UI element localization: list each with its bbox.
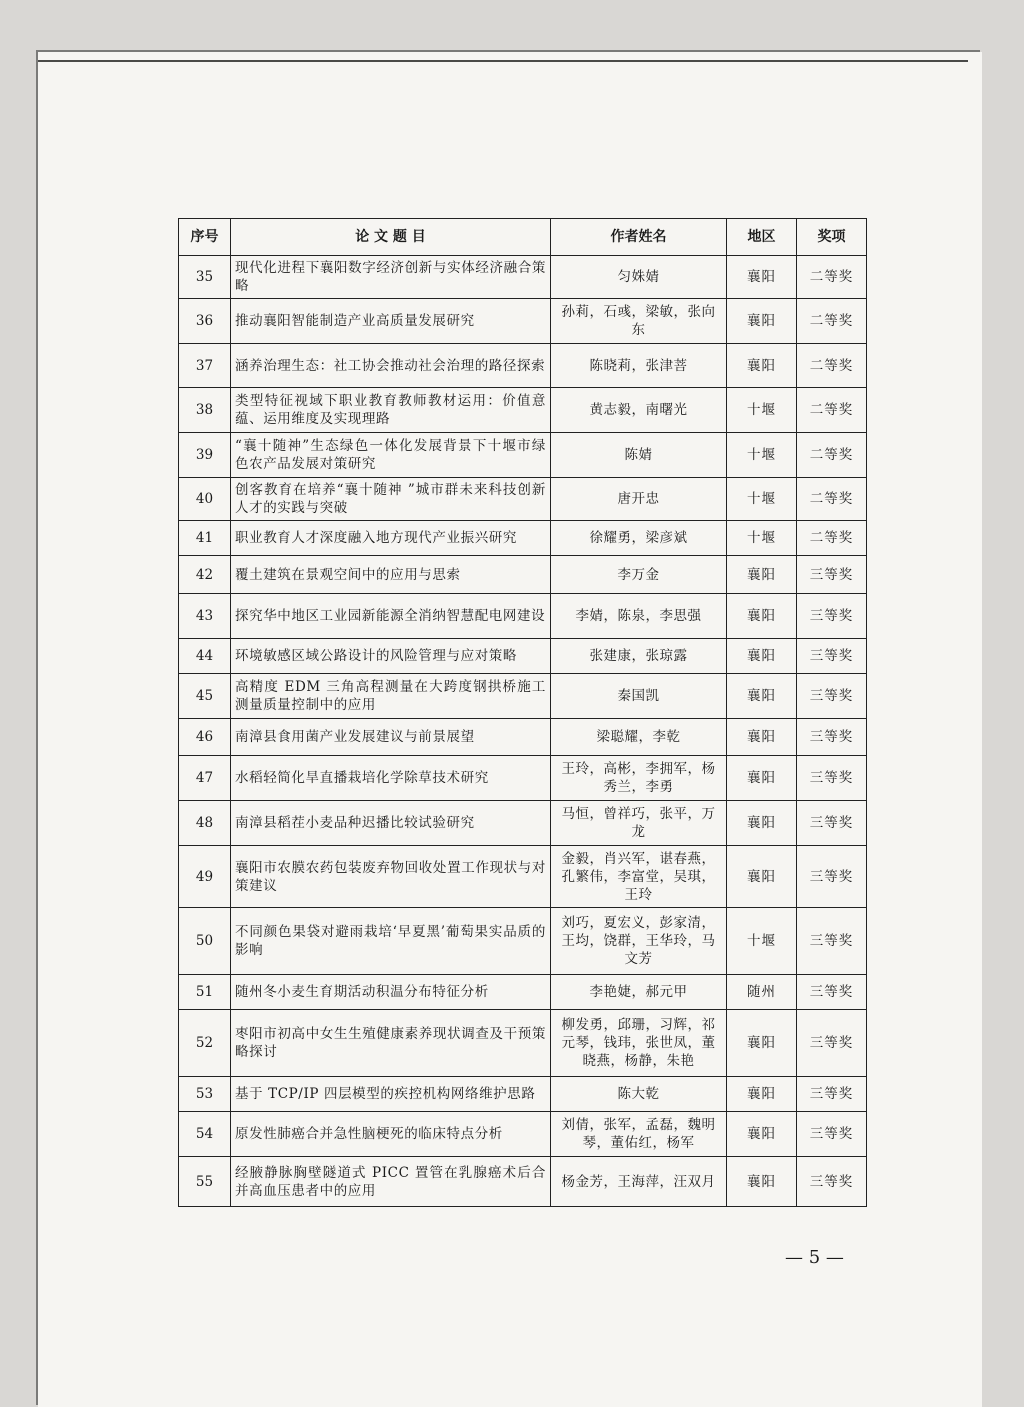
cell-title: 涵养治理生态：社工协会推动社会治理的路径探索 [231, 344, 551, 388]
cell-no: 37 [179, 344, 231, 388]
table-row [179, 1077, 867, 1112]
cell-title: “襄十随神”生态绿色一体化发展背景下十堰市绿色农产品发展对策研究 [231, 433, 551, 478]
cell-title: 职业教育人才深度融入地方现代产业振兴研究 [231, 521, 551, 556]
cell-title: 经腋静脉胸壁隧道式 PICC 置管在乳腺癌术后合并高血压患者中的应用 [231, 1157, 551, 1207]
cell-award: 三等奖 [797, 674, 867, 719]
cell-no: 53 [179, 1077, 231, 1112]
cell-no: 45 [179, 674, 231, 719]
cell-authors: 陈婧 [551, 433, 727, 478]
cell-region: 十堰 [727, 433, 797, 478]
cell-title: 高精度 EDM 三角高程测量在大跨度钢拱桥施工测量质量控制中的应用 [231, 674, 551, 719]
cell-no: 51 [179, 975, 231, 1010]
cell-title: 南漳县食用菌产业发展建议与前景展望 [231, 719, 551, 756]
cell-region: 襄阳 [727, 1157, 797, 1207]
cell-region: 襄阳 [727, 299, 797, 344]
cell-award: 二等奖 [797, 521, 867, 556]
table-row [179, 299, 867, 344]
cell-region: 襄阳 [727, 719, 797, 756]
table-row [179, 256, 867, 299]
cell-region: 襄阳 [727, 1112, 797, 1157]
cell-no: 54 [179, 1112, 231, 1157]
cell-title: 枣阳市初高中女生生殖健康素养现状调查及干预策略探讨 [231, 1010, 551, 1077]
cell-title: 类型特征视域下职业教育教师教材运用：价值意蕴、运用维度及实现理路 [231, 388, 551, 433]
cell-region: 襄阳 [727, 639, 797, 674]
cell-title: 南漳县稻茬小麦品种迟播比较试验研究 [231, 801, 551, 846]
cell-award: 三等奖 [797, 801, 867, 846]
cell-no: 48 [179, 801, 231, 846]
cell-award: 三等奖 [797, 975, 867, 1010]
header-authors: 作者姓名 [551, 219, 727, 256]
cell-authors: 刘倩，张军，孟磊，魏明琴，董佑红，杨军 [551, 1112, 727, 1157]
table-row [179, 639, 867, 674]
cell-title: 随州冬小麦生育期活动积温分布特征分析 [231, 975, 551, 1010]
cell-authors: 匀姝婧 [551, 256, 727, 299]
cell-authors: 陈大乾 [551, 1077, 727, 1112]
table-row [179, 975, 867, 1010]
cell-award: 三等奖 [797, 1010, 867, 1077]
cell-region: 襄阳 [727, 801, 797, 846]
table-body [179, 256, 867, 1207]
cell-title: 原发性肺癌合并急性脑梗死的临床特点分析 [231, 1112, 551, 1157]
cell-title: 推动襄阳智能制造产业高质量发展研究 [231, 299, 551, 344]
page-number: — 5 — [785, 1247, 844, 1268]
cell-no: 55 [179, 1157, 231, 1207]
cell-authors: 刘巧，夏宏义，彭家清，王均，饶群，王华玲，马文芳 [551, 908, 727, 975]
award-table [178, 218, 867, 1207]
cell-no: 40 [179, 478, 231, 521]
cell-authors: 马恒，曾祥巧，张平，万龙 [551, 801, 727, 846]
table-row [179, 388, 867, 433]
header-award: 奖项 [797, 219, 867, 256]
cell-authors: 李婧，陈泉，李思强 [551, 594, 727, 639]
table-row [179, 433, 867, 478]
cell-region: 襄阳 [727, 1010, 797, 1077]
cell-authors: 徐耀勇，梁彦斌 [551, 521, 727, 556]
cell-award: 二等奖 [797, 299, 867, 344]
cell-no: 52 [179, 1010, 231, 1077]
cell-no: 38 [179, 388, 231, 433]
cell-region: 襄阳 [727, 556, 797, 594]
cell-authors: 孙莉，石彧，梁敏，张向东 [551, 299, 727, 344]
table-row [179, 756, 867, 801]
cell-title: 襄阳市农膜农药包装废弃物回收处置工作现状与对策建议 [231, 846, 551, 908]
cell-authors: 梁聪耀，李乾 [551, 719, 727, 756]
table-row [179, 801, 867, 846]
table-row [179, 719, 867, 756]
header-no: 序号 [179, 219, 231, 256]
cell-award: 二等奖 [797, 344, 867, 388]
cell-award: 三等奖 [797, 1077, 867, 1112]
cell-award: 三等奖 [797, 1112, 867, 1157]
cell-no: 44 [179, 639, 231, 674]
cell-region: 襄阳 [727, 256, 797, 299]
cell-title: 创客教育在培养“襄十随神 ”城市群未来科技创新人才的实践与突破 [231, 478, 551, 521]
cell-award: 三等奖 [797, 556, 867, 594]
table-row [179, 594, 867, 639]
cell-title: 覆土建筑在景观空间中的应用与思索 [231, 556, 551, 594]
header-title: 论 文 题 目 [231, 219, 551, 256]
cell-award: 二等奖 [797, 388, 867, 433]
table-row [179, 908, 867, 975]
cell-title: 基于 TCP/IP 四层模型的疾控机构网络维护思路 [231, 1077, 551, 1112]
cell-title: 环境敏感区域公路设计的风险管理与应对策略 [231, 639, 551, 674]
table-header-row [179, 219, 867, 256]
table-row [179, 1112, 867, 1157]
cell-no: 41 [179, 521, 231, 556]
cell-authors: 陈晓莉，张津菩 [551, 344, 727, 388]
cell-authors: 秦国凯 [551, 674, 727, 719]
cell-region: 襄阳 [727, 594, 797, 639]
cell-region: 十堰 [727, 478, 797, 521]
table-row [179, 1157, 867, 1207]
cell-award: 三等奖 [797, 594, 867, 639]
cell-title: 水稻轻简化旱直播栽培化学除草技术研究 [231, 756, 551, 801]
cell-region: 襄阳 [727, 756, 797, 801]
table-row [179, 674, 867, 719]
cell-authors: 杨金芳，王海萍，汪双月 [551, 1157, 727, 1207]
cell-region: 十堰 [727, 908, 797, 975]
cell-award: 三等奖 [797, 639, 867, 674]
cell-no: 42 [179, 556, 231, 594]
cell-title: 不同颜色果袋对避雨栽培‘早夏黑’葡萄果实品质的影响 [231, 908, 551, 975]
table-row [179, 344, 867, 388]
header-rule [38, 60, 968, 62]
cell-authors: 金毅，肖兴军，谌春燕，孔繁伟，李富堂，吴琪，王玲 [551, 846, 727, 908]
cell-authors: 黄志毅，南曙光 [551, 388, 727, 433]
cell-region: 随州 [727, 975, 797, 1010]
cell-region: 十堰 [727, 521, 797, 556]
cell-region: 襄阳 [727, 846, 797, 908]
cell-award: 二等奖 [797, 256, 867, 299]
cell-title: 探究华中地区工业园新能源全消纳智慧配电网建设 [231, 594, 551, 639]
cell-no: 35 [179, 256, 231, 299]
cell-no: 49 [179, 846, 231, 908]
table-row [179, 556, 867, 594]
cell-no: 43 [179, 594, 231, 639]
cell-authors: 李艳婕，郝元甲 [551, 975, 727, 1010]
table-row [179, 521, 867, 556]
table-row [179, 846, 867, 908]
cell-no: 39 [179, 433, 231, 478]
cell-region: 襄阳 [727, 344, 797, 388]
cell-no: 50 [179, 908, 231, 975]
cell-authors: 柳发勇，邱珊，习辉，祁元琴，钱玮，张世凤，董晓燕，杨静，朱艳 [551, 1010, 727, 1077]
cell-authors: 唐开忠 [551, 478, 727, 521]
cell-region: 襄阳 [727, 1077, 797, 1112]
cell-no: 36 [179, 299, 231, 344]
cell-title: 现代化进程下襄阳数字经济创新与实体经济融合策略 [231, 256, 551, 299]
cell-award: 三等奖 [797, 756, 867, 801]
cell-award: 二等奖 [797, 433, 867, 478]
cell-award: 三等奖 [797, 719, 867, 756]
cell-award: 三等奖 [797, 846, 867, 908]
cell-no: 47 [179, 756, 231, 801]
cell-no: 46 [179, 719, 231, 756]
cell-region: 襄阳 [727, 674, 797, 719]
cell-award: 三等奖 [797, 908, 867, 975]
cell-region: 十堰 [727, 388, 797, 433]
table-row [179, 478, 867, 521]
cell-award: 三等奖 [797, 1157, 867, 1207]
table-row [179, 1010, 867, 1077]
header-region: 地区 [727, 219, 797, 256]
cell-award: 二等奖 [797, 478, 867, 521]
cell-authors: 张建康，张琼露 [551, 639, 727, 674]
cell-authors: 王玲，高彬，李拥军，杨秀兰，李勇 [551, 756, 727, 801]
cell-authors: 李万金 [551, 556, 727, 594]
